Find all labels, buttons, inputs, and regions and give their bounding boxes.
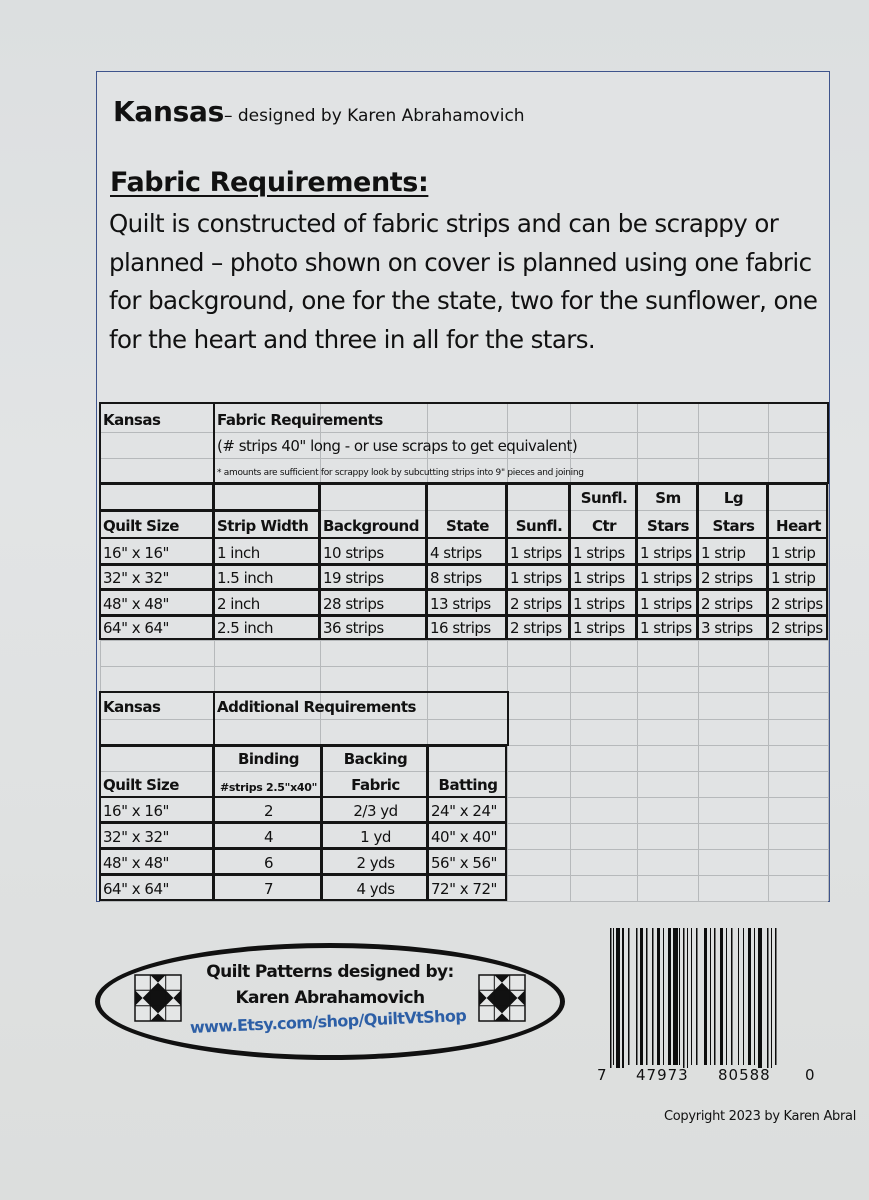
table-cell: 36 strips [323,619,384,637]
etsy-shop-link[interactable]: www.Etsy.com/shop/QuiltVtShop [189,1005,467,1037]
table-cell: 48" x 48" [103,595,169,613]
table-cell: 2 inch [217,595,260,613]
table-cell: 1 strips [573,619,625,637]
table-cell: 16" x 16" [103,544,169,562]
row-cell-border [427,796,507,823]
header-cell-border [319,483,427,539]
column-header-top: Sm [655,489,681,507]
barcode-digits-left: 47973 [636,1066,689,1084]
table-cell: 13 strips [430,595,491,613]
table-cell: 1 strip [771,544,816,562]
quilt-block-icon [134,974,182,1022]
row-cell-border [321,874,428,901]
table-title: Additional Requirements [217,698,416,716]
row-cell-border [426,615,507,640]
row-cell-border [506,564,570,590]
table-cell: 1 strip [771,569,816,587]
row-cell-border [319,564,427,590]
header-cell-border [426,483,507,539]
row-cell-border [99,874,214,901]
table-header-divider [213,402,215,484]
column-header: Fabric [351,776,400,794]
table-label: Kansas [103,411,161,429]
table-cell: 1 yd [360,828,391,846]
table-cell: 8 strips [430,569,482,587]
table-label: Kansas [103,698,161,716]
row-cell-border [321,848,428,875]
row-cell-border [569,564,637,590]
table-cell: 2 strips [701,569,753,587]
column-header: State [446,517,489,535]
column-header: Batting [438,776,498,794]
table-cell: 72" x 72" [431,880,497,898]
column-header-top: Lg [723,489,744,507]
row-cell-border [636,615,698,640]
quilt-block-icon [478,974,526,1022]
header-cell-border [99,510,214,539]
table-cell: 2 strips [771,595,823,613]
header-cell-border [569,483,637,539]
copyright-notice: Copyright 2023 by Karen Abral [664,1109,857,1124]
row-cell-border [319,537,427,565]
table-cell: 2 strips [701,595,753,613]
row-cell-border [767,589,828,616]
row-cell-border [213,537,320,565]
row-cell-border [213,796,322,823]
table-cell: 3 strips [701,619,753,637]
table-cell: 1 strips [640,544,692,562]
header-cell-border [99,745,214,798]
table-cell: 2 strips [771,619,823,637]
row-cell-border [697,615,768,640]
table-cell: 1 strip [701,544,746,562]
header-cell-border [767,483,828,539]
table-cell: 2 strips [510,595,562,613]
column-header: Ctr [591,517,617,535]
row-cell-border [506,589,570,616]
header-cell-border [427,745,507,798]
table-cell: 1 strips [573,595,625,613]
row-cell-border [426,564,507,590]
row-cell-border [569,589,637,616]
table-cell: 2 yds [356,854,395,872]
row-cell-border [767,564,828,590]
table-cell: 4 yds [356,880,395,898]
designer-credit: – designed by Karen Abrahamovich [223,106,525,126]
column-header: Stars [647,517,689,535]
row-cell-border [213,564,320,590]
row-cell-border [636,589,698,616]
row-cell-border [319,589,427,616]
fabric-requirements-description: Quilt is constructed of fabric strips and can be scrappy or planned – photo shown on cover is planned using one fabric for background, one for the state, two for the sunflower, one for the heart and three in all for the stars. [109,209,818,354]
row-cell-border [427,848,507,875]
row-cell-border [427,822,507,849]
row-cell-border [213,589,320,616]
table-header-box [99,691,509,746]
table-cell: 28 strips [323,595,384,613]
column-header: Sunfl. [515,517,563,535]
table-cell: 4 [263,828,274,846]
table-cell: 7 [263,880,274,898]
barcode-digits-right: 80588 [718,1066,771,1084]
table-cell: 4 strips [430,544,482,562]
table-cell: 1 strips [640,619,692,637]
table-cell: 40" x 40" [431,828,497,846]
logo-tagline: Quilt Patterns designed by: [206,962,454,982]
table-cell: 24" x 24" [431,802,497,820]
row-cell-border [99,537,214,565]
row-cell-border [213,874,322,901]
table-cell: 16 strips [430,619,491,637]
table-cell: 2 strips [510,619,562,637]
table-cell: 64" x 64" [103,619,169,637]
row-cell-border [426,589,507,616]
header-cell-border [213,745,322,798]
row-cell-border [99,615,214,640]
header-cell-border [697,483,768,539]
row-cell-border [99,796,214,823]
row-cell-border [99,589,214,616]
row-cell-border [569,537,637,565]
header-cell-border [506,483,570,539]
table-cell: 1 strips [573,544,625,562]
column-header: #strips 2.5"x40" [219,781,318,794]
row-cell-border [427,874,507,901]
row-cell-border [506,615,570,640]
table-cell: 2 [263,802,274,820]
column-header-top: Backing [343,750,408,768]
logo-designer-name: Karen Abrahamovich [235,988,425,1008]
column-header: Quilt Size [103,776,179,794]
column-header: Quilt Size [103,517,179,535]
row-cell-border [99,848,214,875]
title-text: Kansas [113,95,224,128]
table-header-divider [213,691,215,746]
row-cell-border [99,564,214,590]
header-cell-border [213,483,320,511]
table-cell: 1 strips [640,595,692,613]
column-header: Stars [712,517,755,535]
table-cell: 32" x 32" [103,828,169,846]
table-cell: 1 inch [217,544,260,562]
table-cell: 6 [263,854,274,872]
table-cell: 2.5 inch [217,619,274,637]
row-cell-border [767,537,828,565]
table-cell: 64" x 64" [103,880,169,898]
row-cell-border [697,537,768,565]
column-header: Strip Width [217,517,309,535]
table-cell: 56" x 56" [431,854,497,872]
barcode-digit-prefix: 7 [597,1066,608,1084]
column-header: Background [323,517,419,535]
table-footnote: * amounts are sufficient for scrappy look by subcutting strips into 9" pieces and joining [217,468,584,478]
table-cell: 1 strips [573,569,625,587]
table-cell: 32" x 32" [103,569,169,587]
fabric-requirements-heading: Fabric Requirements: [110,167,429,198]
row-cell-border [426,537,507,565]
barcode-digit-check: 0 [805,1066,816,1084]
header-cell-border [636,483,698,539]
row-cell-border [99,822,214,849]
row-cell-border [697,564,768,590]
header-cell-border [213,510,320,539]
row-cell-border [697,589,768,616]
row-cell-border [319,615,427,640]
row-cell-border [213,848,322,875]
table-cell: 10 strips [323,544,384,562]
header-cell-border [99,483,214,511]
table-cell: 48" x 48" [103,854,169,872]
row-cell-border [569,615,637,640]
table-cell: 16" x 16" [103,802,169,820]
header-cell-border [321,745,428,798]
row-cell-border [321,796,428,823]
column-header: Heart [776,517,821,535]
row-cell-border [213,615,320,640]
row-cell-border [213,822,322,849]
table-note: (# strips 40" long - or use scraps to get equivalent) [217,437,578,455]
table-cell: 19 strips [323,569,384,587]
table-cell: 2/3 yd [353,802,398,820]
table-title: Fabric Requirements [217,411,383,429]
row-cell-border [767,615,828,640]
pattern-title [113,95,525,128]
table-cell: 1.5 inch [217,569,274,587]
row-cell-border [636,537,698,565]
table-cell: 1 strips [640,569,692,587]
table-cell: 1 strips [510,569,562,587]
table-header-box [99,402,829,484]
column-header-top: Sunfl. [580,489,628,507]
row-cell-border [636,564,698,590]
table-cell: 1 strips [510,544,562,562]
row-cell-border [321,822,428,849]
column-header-top: Binding [237,750,300,768]
row-cell-border [506,537,570,565]
upc-barcode [608,928,808,1068]
